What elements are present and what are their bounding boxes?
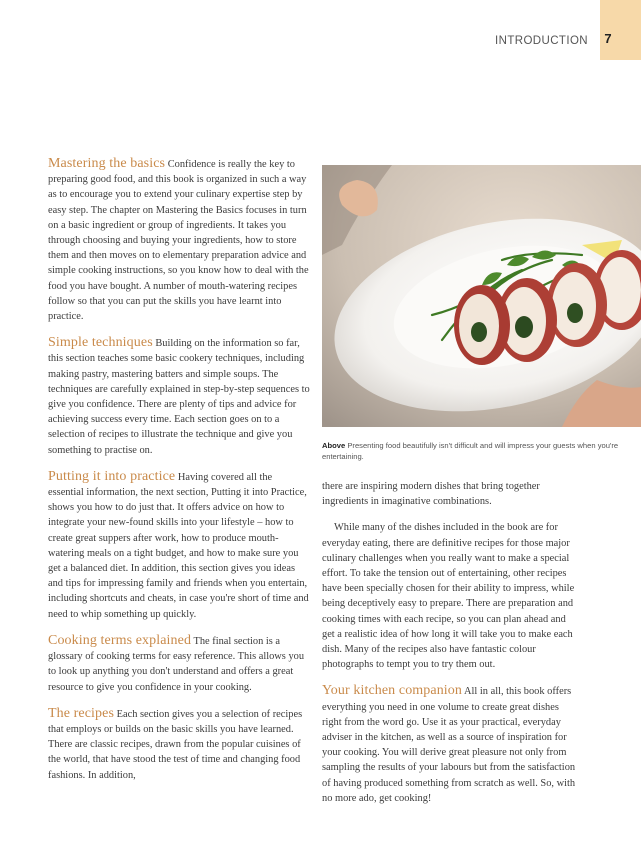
heading-companion: Your kitchen companion <box>322 683 462 699</box>
photo-caption <box>322 440 632 462</box>
recipes-continued-p2: While many of the dishes included in the book are for everyday eating, there are definitive recipes for those major culinary challenges when you really want to make a special effort. To take the tension out of entertaining, other recipes have been specially chosen for their ability to impress, while being deceptively easy to prepare. There are preparation and cooking times with each recipe, so you can plan ahead and get a realistic idea of how long it will take you to make each dish. Many of the recipes also have fantastic colour photographs to tempt you to try them out. <box>322 522 575 671</box>
recipes-continued-p1: there are inspiring modern dishes that bring together ingredients in imaginative combinations. <box>322 481 540 508</box>
section-recipes <box>48 706 310 783</box>
heading-recipes: The recipes <box>48 705 115 721</box>
body-putting: Having covered all the essential information, the next section, Putting it into Practice, shows you how to do just that. It offers advice on how to integrate your new-found skills into your lifestyle – how to create great suppers after work, how to produce mouth-watering meals on a tight budget, and how to make sure you get a balanced diet. In addition, this section gives you ideas and tips for impressing family and friends when you entertain, including shortcuts and cheats, in case you're short of time and need to whip something up quickly. <box>48 471 309 620</box>
body-mastering: Confidence is really the key to preparing good food, and this book is organized in such a way as to encourage you to extend your culinary expertise step by easy step. The chapter on Mastering the Basics focuses in turn on a basic ingredient or group of ingredients. It takes you through choosing and buying your ingredients, how to store them and then moves on to elementary preparation advice and simple cooking instructions, so you know how to deal with the food you have bought. A number of mouth-watering recipes follow so that you can put the skills you have learnt into practice. <box>48 159 309 323</box>
heading-putting: Putting it into practice <box>48 468 176 484</box>
body-simple: Building on the information so far, this section teaches some basic cookery techniques, including making pastry, mastering batters and simple soups. The techniques are carefully explained in step-by-step sequences to give you confidence. There are plenty of tips and advice for achieving success every time. Each section goes on to a selection of recipes to illustrate the technique and give you something to practise on. <box>48 338 310 456</box>
heading-mastering: Mastering the basics <box>48 156 166 171</box>
section-putting <box>48 469 310 622</box>
body-companion: All in all, this book offers everything you need in one volume to create great dishes right from the word go. Use it as your practical, everyday adviser in the kitchen, as well as a source of inspiration for your cooking. You will derive great pleasure not only from sampling the results of your labours but from the satisfaction of having produced something from scratch as well. So, with no more ado, get cooking! <box>322 686 576 804</box>
section-companion <box>322 683 580 806</box>
plated-chicken-roulade-image <box>322 165 641 427</box>
heading-simple: Simple techniques <box>48 335 153 351</box>
section-mastering <box>48 156 310 324</box>
section-simple <box>48 335 310 458</box>
running-header: INTRODUCTION <box>495 35 588 47</box>
caption-lead: Above <box>322 441 346 450</box>
page-tab <box>600 0 641 60</box>
page-number: 7 <box>604 31 612 46</box>
heading-cooking-terms: Cooking terms explained <box>48 632 192 648</box>
right-column <box>322 479 580 817</box>
section-cooking-terms <box>48 633 310 695</box>
body-cooking-terms: The final section is a glossary of cooking terms for easy reference. This allows you to look up anything you don't understand and offers a great resource to give you confidence in your cooking. <box>48 635 305 693</box>
body-recipes: Each section gives you a selection of recipes that employs or builds on the basic skills you have learned. There are classic recipes, drawn from the popular cuisines of the world, that have stood the test of time and changing food fashions. In addition, <box>48 708 303 781</box>
left-column <box>48 156 310 794</box>
caption-text: Presenting food beautifully isn't difficult and will impress your guests when you're entertaining. <box>322 441 619 461</box>
